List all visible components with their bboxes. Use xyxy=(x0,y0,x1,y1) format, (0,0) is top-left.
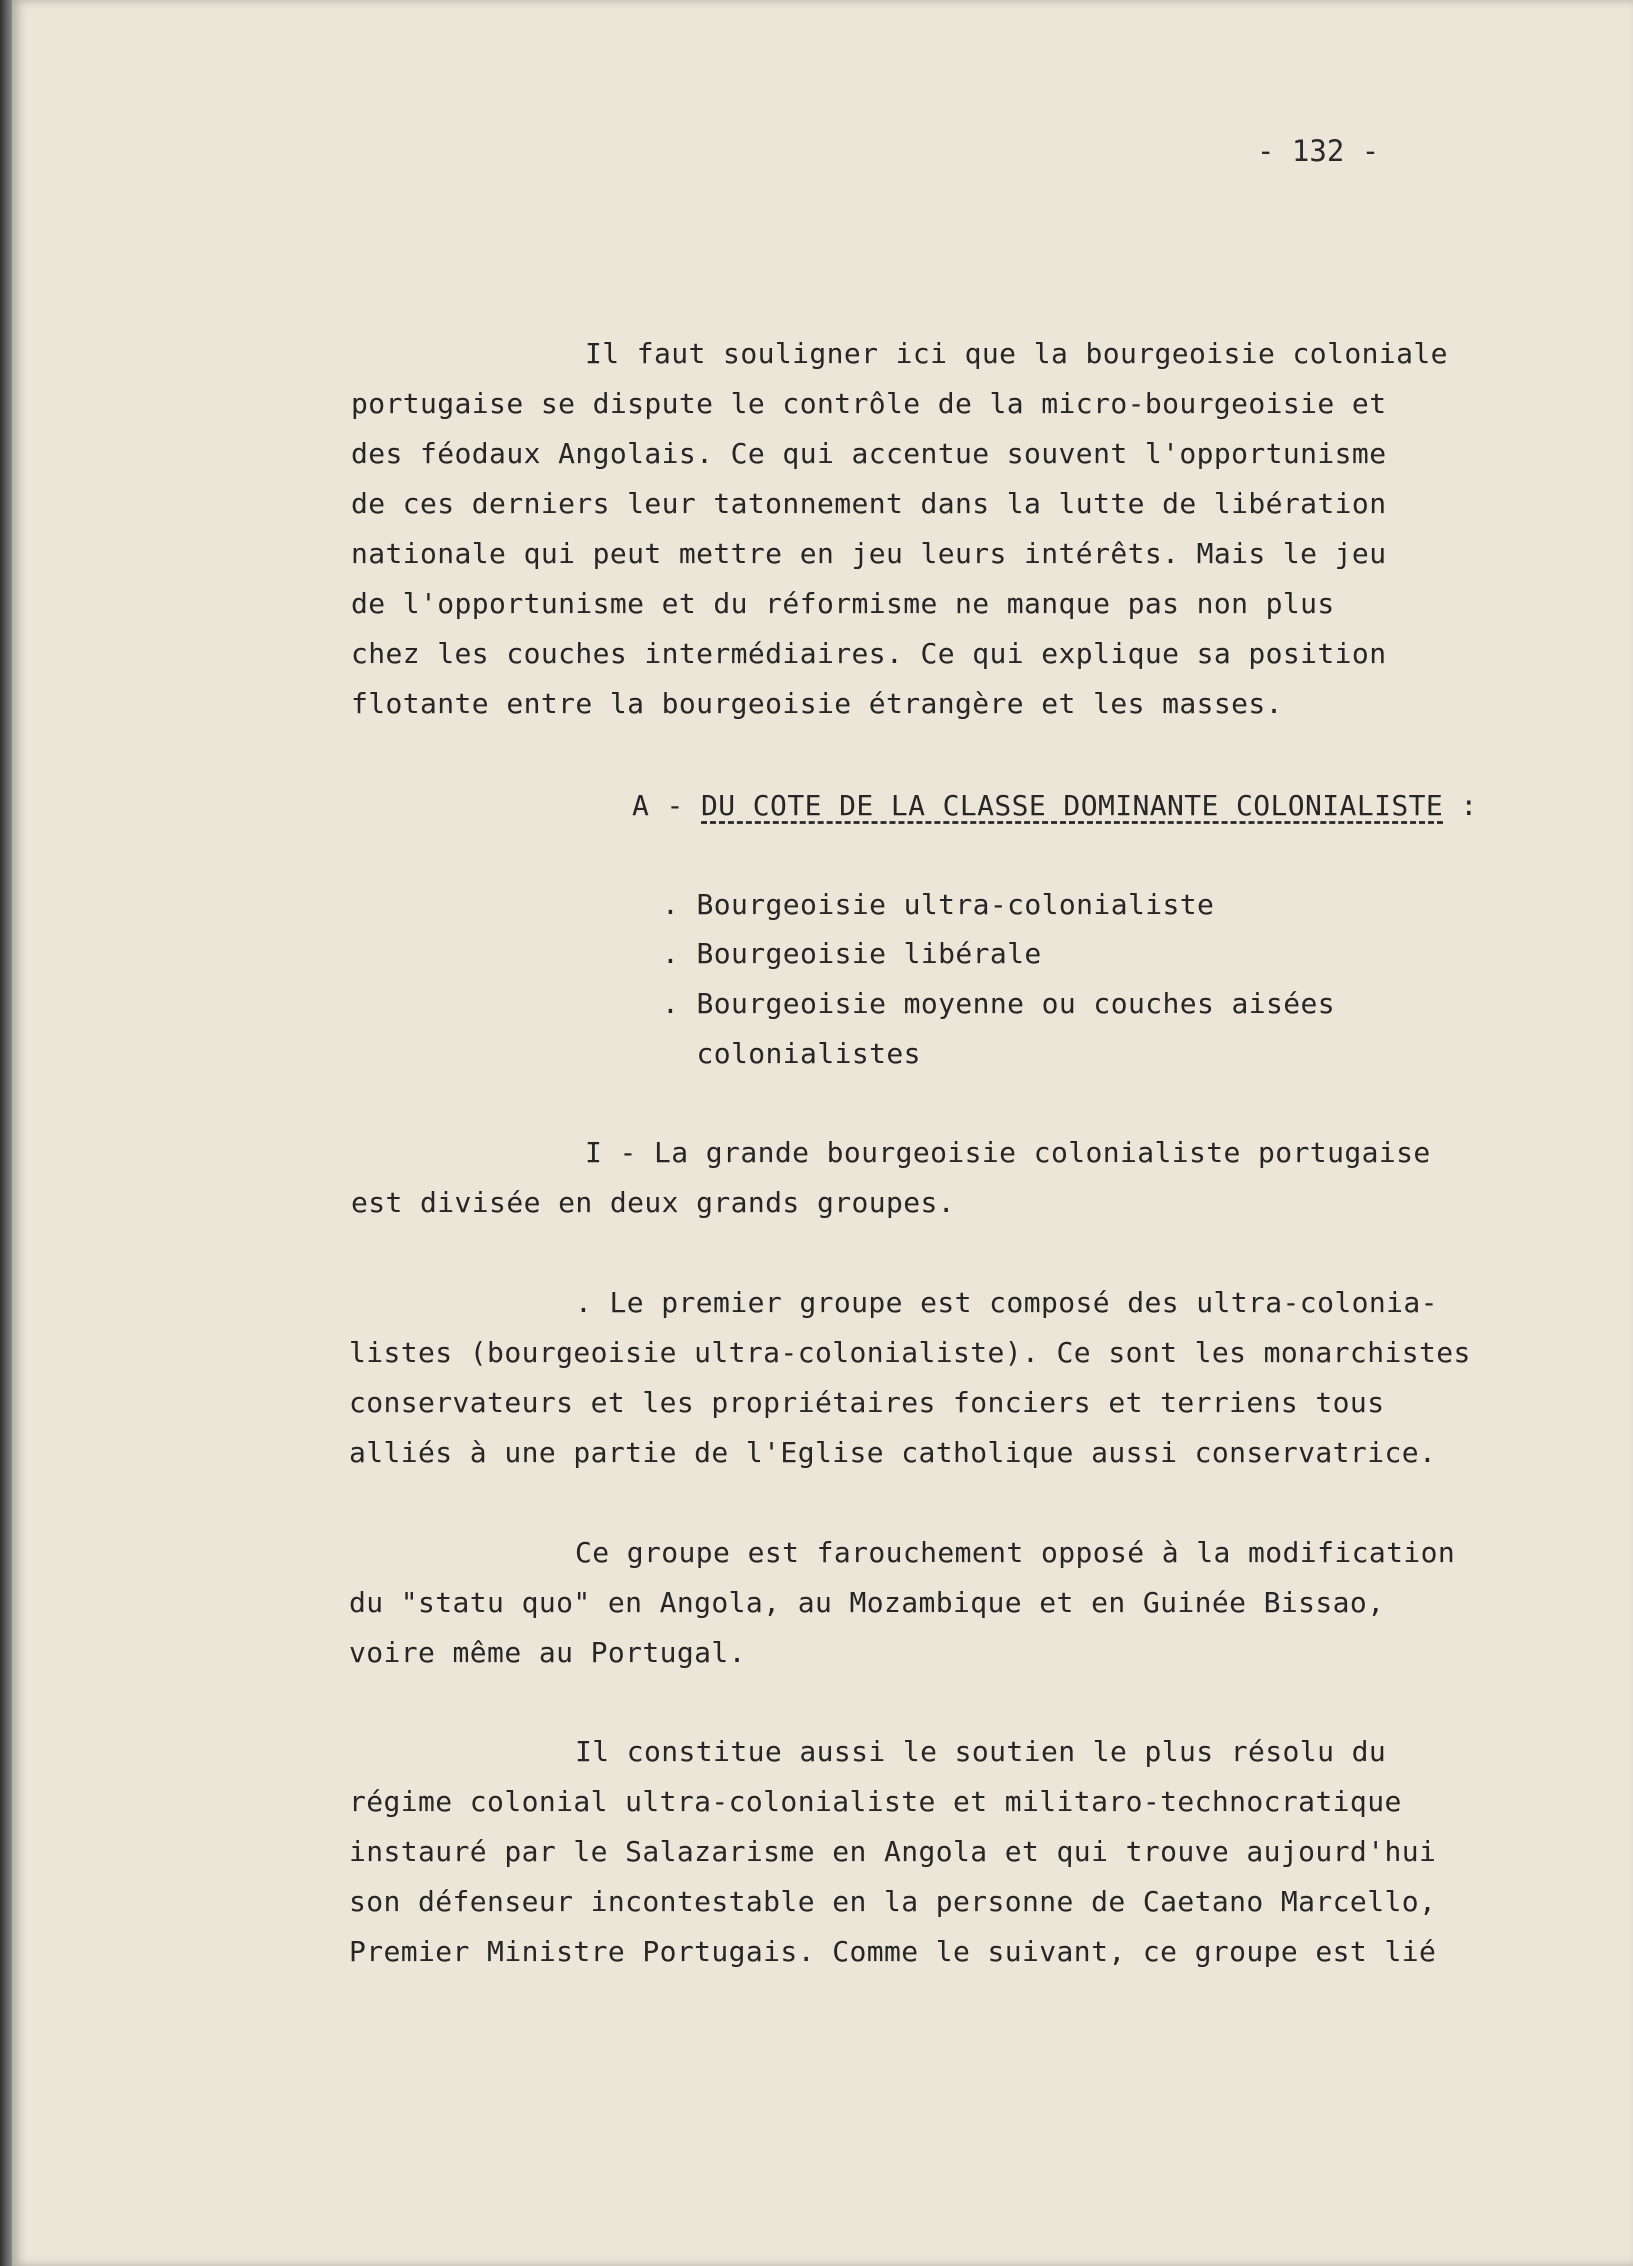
text-line: de l'opportunisme et du réformisme ne manque pas non plus xyxy=(351,587,1335,620)
list-item: . Bourgeoisie moyenne ou couches aisées xyxy=(662,987,1336,1020)
text-line: nationale qui peut mettre en jeu leurs intérêts. Mais le jeu xyxy=(351,537,1387,570)
text-line: son défenseur incontestable en la personne de Caetano Marcello, xyxy=(349,1885,1437,1918)
text-line: voire même au Portugal. xyxy=(349,1636,746,1669)
text-line: . Le premier groupe est composé des ultra-colonia- xyxy=(575,1286,1438,1319)
text-line: portugaise se dispute le contrôle de la micro-bourgeoisie et xyxy=(351,387,1387,420)
text-line: flotante entre la bourgeoisie étrangère et les masses. xyxy=(351,687,1283,720)
list-item: . Bourgeoisie ultra-colonialiste xyxy=(662,888,1215,921)
text-line: régime colonial ultra-colonialiste et militaro-technocratique xyxy=(349,1785,1402,1818)
text-line: de ces derniers leur tatonnement dans la lutte de libération xyxy=(351,487,1387,520)
list-item: . Bourgeoisie libérale xyxy=(662,937,1042,970)
text-line: du "statu quo" en Angola, au Mozambique et en Guinée Bissao, xyxy=(349,1586,1385,1619)
text-line: Il constitue aussi le soutien le plus résolu du xyxy=(575,1735,1387,1768)
text-line: I - La grande bourgeoisie colonialiste portugaise xyxy=(585,1136,1431,1169)
text-line: chez les couches intermédiaires. Ce qui explique sa position xyxy=(351,637,1387,670)
section-heading-title: DU COTE DE LA CLASSE DOMINANTE COLONIALISTE xyxy=(701,789,1444,822)
section-heading-prefix: A - xyxy=(632,789,702,822)
page-binding-edge xyxy=(0,0,12,2266)
text-line: des féodaux Angolais. Ce qui accentue souvent l'opportunisme xyxy=(351,437,1387,470)
text-line: Il faut souligner ici que la bourgeoisie coloniale xyxy=(585,337,1448,370)
section-heading-suffix: : xyxy=(1443,789,1478,822)
text-line: listes (bourgeoisie ultra-colonialiste). Ce sont les monarchistes xyxy=(349,1336,1471,1369)
document-page xyxy=(12,0,1633,2266)
section-heading xyxy=(632,789,1478,822)
text-line: alliés à une partie de l'Eglise catholique aussi conservatrice. xyxy=(349,1436,1437,1469)
text-line: instauré par le Salazarisme en Angola et qui trouve aujourd'hui xyxy=(349,1835,1437,1868)
text-line: est divisée en deux grands groupes. xyxy=(351,1186,956,1219)
text-line: conservateurs et les propriétaires fonciers et terriens tous xyxy=(349,1386,1385,1419)
text-line: Ce groupe est farouchement opposé à la modification xyxy=(575,1536,1456,1569)
page-number: - 132 - xyxy=(1257,134,1380,168)
text-line: Premier Ministre Portugais. Comme le suivant, ce groupe est lié xyxy=(349,1935,1437,1968)
list-item: colonialistes xyxy=(662,1037,921,1070)
